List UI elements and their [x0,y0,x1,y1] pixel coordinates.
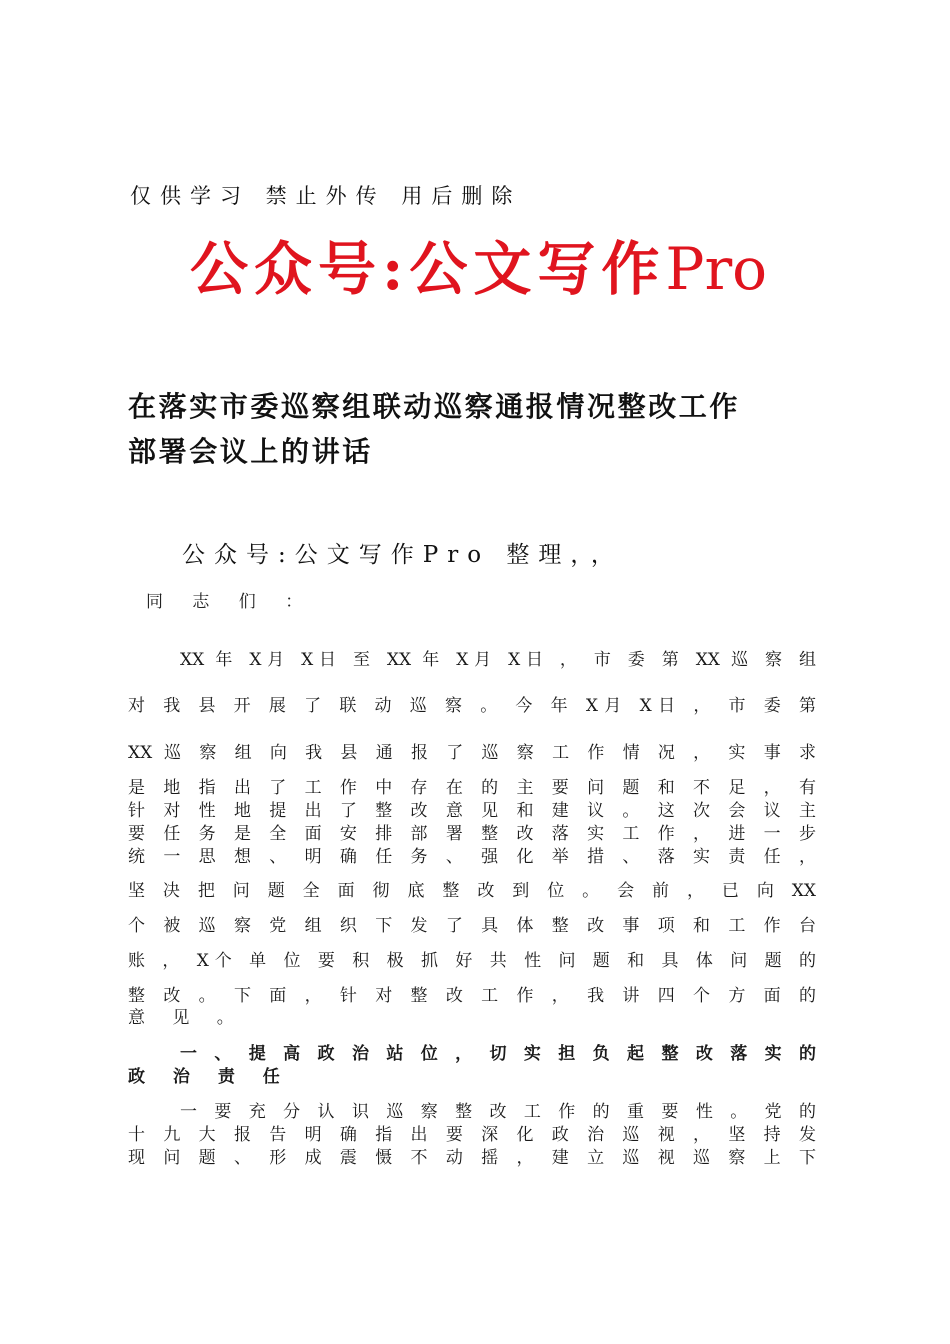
body-line: XX 巡 察 组 向 我 县 通 报 了 巡 察 工 作 情 况 ， 实 事 求 [128,743,816,763]
body-line: 个 被 巡 察 党 组 织 下 发 了 具 体 整 改 事 项 和 工 作 台 [128,916,816,936]
body-line: 意 见 。 [128,1008,245,1028]
brand-watermark [190,222,767,306]
brand-name: 公众号:公文写作 [190,235,666,303]
document-title-line-2: 部署会议上的讲话 [128,435,373,468]
document-title-line-1: 在落实市委巡察组联动巡察通报情况整改工作 [128,390,741,423]
salutation: 同 志 们 ： [146,592,315,612]
body-line: XX 年 X月 X日 至 XX 年 X月 X日 ， 市 委 第 XX 巡 察 组 [180,650,816,670]
body-line: 整 改 。 下 面 ， 针 对 整 改 工 作 ， 我 讲 四 个 方 面 的 [128,986,816,1006]
section-body-line: 一 要 充 分 认 识 巡 察 整 改 工 作 的 重 要 性 。 党 的 [180,1102,816,1122]
body-line: 是 地 指 出 了 工 作 中 存 在 的 主 要 问 题 和 不 足 ， 有 [128,778,816,798]
brand-pro: Pro [665,235,768,303]
body-line: 要 任 务 是 全 面 安 排 部 署 整 改 落 实 工 作 ， 进 一 步 [128,824,816,844]
section-body-line: 现 问 题 、 形 成 震 慑 不 动 摇 ， 建 立 巡 视 巡 察 上 下 [128,1148,816,1168]
body-line: 坚 决 把 问 题 全 面 彻 底 整 改 到 位 。 会 前 ， 已 向 XX [128,881,816,901]
section-heading-line-1: 一 、 提 高 政 治 站 位 ， 切 实 担 负 起 整 改 落 实 的 [180,1044,816,1064]
distribution-notice: 仅供学习 禁止外传 用后删除 [130,184,522,208]
section-body-line: 十 九 大 报 告 明 确 指 出 要 深 化 政 治 巡 视 ， 坚 持 发 [128,1125,816,1145]
body-line: 对 我 县 开 展 了 联 动 巡 察 。 今 年 X月 X日 ， 市 委 第 [128,696,816,716]
section-heading-line-2: 政 治 责 任 [128,1067,291,1087]
body-line: 针 对 性 地 提 出 了 整 改 意 见 和 建 议 。 这 次 会 议 主 [128,801,816,821]
body-line: 账 ， X个 单 位 要 积 极 抓 好 共 性 问 题 和 具 体 问 题 的 [128,951,816,971]
body-line: 统 一 思 想 、 明 确 任 务 、 强 化 举 措 、 落 实 责 任 ， [128,847,816,867]
byline: 公众号:公文写作Pro 整理，， [182,542,623,568]
